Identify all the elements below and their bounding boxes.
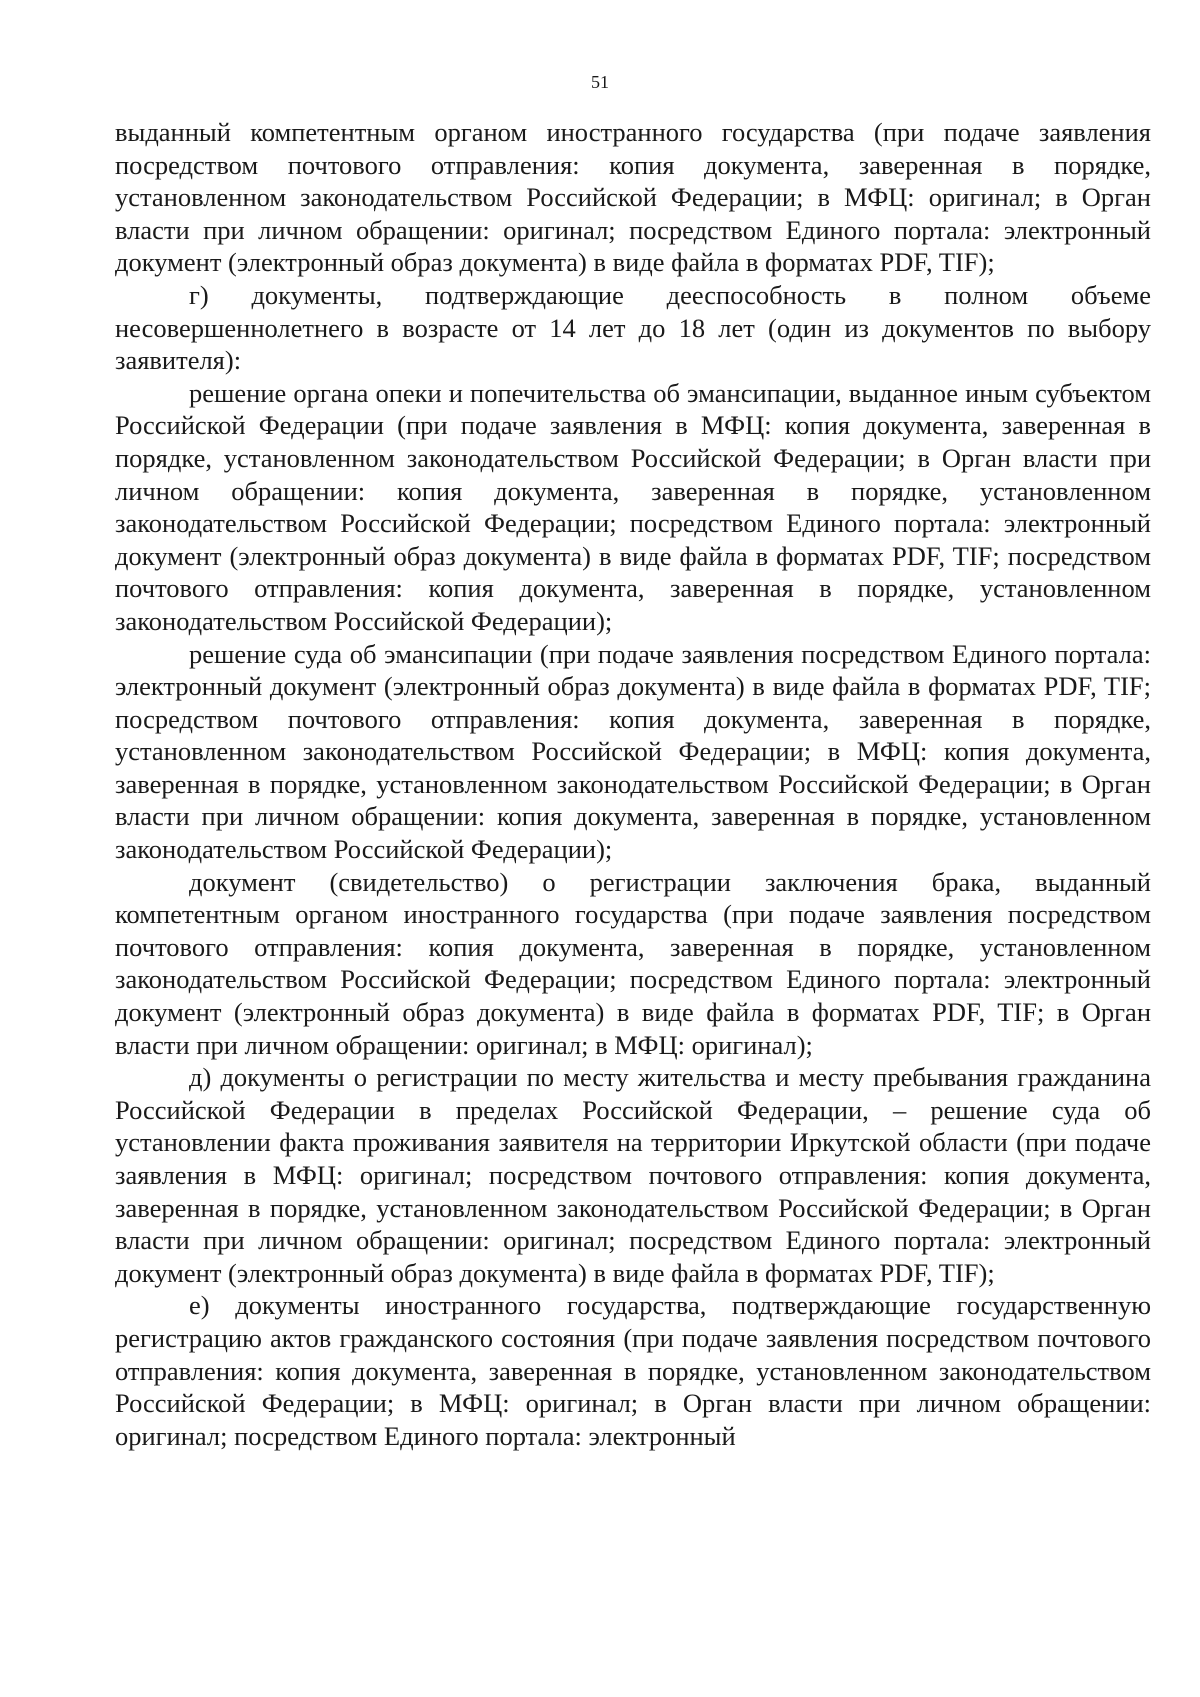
paragraph-item-e: е) документы иностранного государства, подтверждающие государственную регистрацию актов гражданского состояния (при подаче заявления посредством почтового отправления: копия документа, заверенная в порядке, установленном законодательством Российской Федерации; в МФЦ: оригинал; в Орган власти при личном обращении: оригинал; посредством Единого портала: электронный bbox=[115, 1290, 1151, 1451]
paragraph-item-g: г) документы, подтверждающие дееспособность в полном объеме несовершеннолетнего в возрасте от 14 лет до 18 лет (один из документов по выбору заявителя): bbox=[115, 279, 1151, 376]
paragraph-guardianship-decision: решение органа опеки и попечительства об эмансипации, выданное иным субъектом Российской Федерации (при подаче заявления в МФЦ: копия документа, заверенная в порядке, установленном законодательством Российской Федерации; в Орган власти при личном обращении: копия документа, заверенная в порядке, установленном законодательством Российской Федерации; посредством Единого портала: электронный документ (электронный образ документа) в виде файла в форматах PDF, TIF; посредством почтового отправления: копия документа, заверенная в порядке, установленном законодательством Российской Федерации); bbox=[115, 377, 1151, 636]
paragraph-item-d: д) документы о регистрации по месту жительства и месту пребывания гражданина Российской Федерации в пределах Российской Федерации, – решение суда об установлении факта проживания заявителя на территории Иркутской области (при подаче заявления в МФЦ: оригинал; посредством почтового отправления: копия документа, заверенная в порядке, установленном законодательством Российской Федерации; в Орган власти при личном обращении: оригинал; посредством Единого портала: электронный документ (электронный образ документа) в виде файла в форматах PDF, TIF); bbox=[115, 1062, 1151, 1288]
paragraph-marriage-certificate: документ (свидетельство) о регистрации заключения брака, выданный компетентным органом иностранного государства (при подаче заявления посредством почтового отправления: копия документа, заверенная в порядке, установленном законодательством Российской Федерации; посредством Единого портала: электронный документ (электронный образ документа) в виде файла в форматах PDF, TIF; в Орган власти при личном обращении: оригинал; в МФЦ: оригинал); bbox=[115, 866, 1151, 1060]
document-body bbox=[115, 116, 1151, 1452]
paragraph-court-decision: решение суда об эмансипации (при подаче заявления посредством Единого портала: электронный документ (электронный образ документа) в виде файла в форматах PDF, TIF; посредством почтового отправления: копия документа, заверенная в порядке, установленном законодательством Российской Федерации; в МФЦ: копия документа, заверенная в порядке, установленном законодательством Российской Федерации; в Орган власти при личном обращении: копия документа, заверенная в порядке, установленном законодательством Российской Федерации); bbox=[115, 638, 1151, 865]
paragraph-continuation: выданный компетентным органом иностранного государства (при подаче заявления посредством почтового отправления: копия документа, заверенная в порядке, установленном законодательством Российской Федерации; в МФЦ: оригинал; в Орган власти при личном обращении: оригинал; посредством Единого портала: электронный документ (электронный образ документа) в виде файла в форматах PDF, TIF); bbox=[115, 117, 1151, 278]
page-number: 51 bbox=[591, 72, 609, 92]
